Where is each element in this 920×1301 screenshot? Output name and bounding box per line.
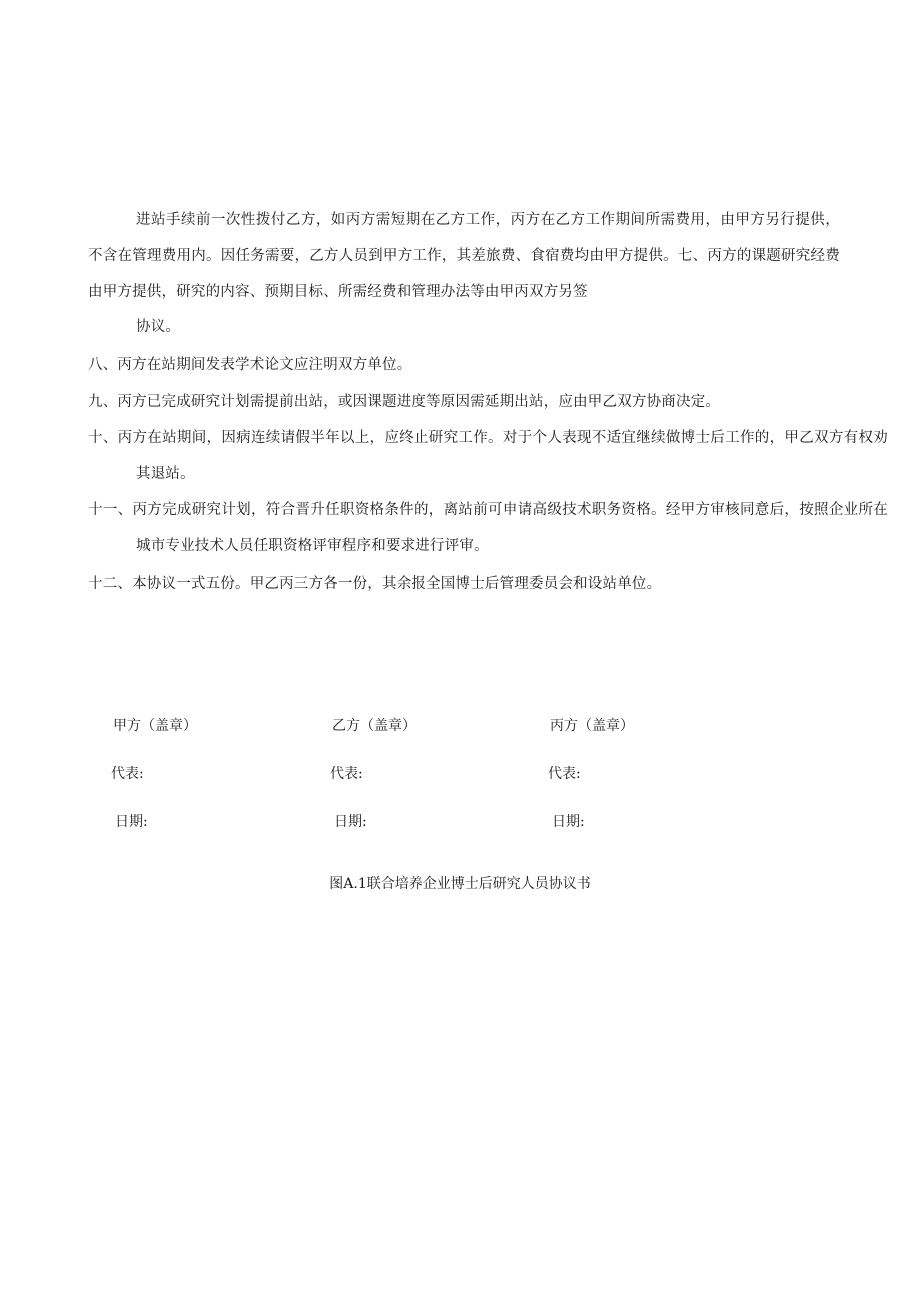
party-b-seal-label: 乙方（盖章） <box>332 718 416 734</box>
paragraph-funding-continuation: 协议。 <box>136 319 181 335</box>
figure-caption: 图A.1联合培养企业博士后研究人员协议书 <box>329 876 591 892</box>
party-a-representative-label: 代表: <box>111 766 144 782</box>
party-c-representative-label: 代表: <box>548 766 581 782</box>
party-b-date-label: 日期: <box>334 814 367 830</box>
party-a-date-label: 日期: <box>115 814 148 830</box>
clause-ten: 十、丙方在站期间，因病连续请假半年以上，应终止研究工作。对于个人表现不适宜继续做博士后工作的，甲乙双方有权劝其退站。 <box>88 430 888 482</box>
clause-nine: 九、丙方已完成研究计划需提前出站，或因课题进度等原因需延期出站，应由甲乙双方协商决定。 <box>88 394 721 410</box>
party-a-seal-label: 甲方（盖章） <box>113 718 197 734</box>
party-b-representative-label: 代表: <box>330 766 363 782</box>
party-c-seal-label: 丙方（盖章） <box>550 718 634 734</box>
party-c-date-label: 日期: <box>552 814 585 830</box>
clause-eight: 八、丙方在站期间发表学术论文应注明双方单位。 <box>88 357 412 373</box>
clause-eleven: 十一、丙方完成研究计划，符合晋升任职资格条件的，离站前可申请高级技术职务资格。经甲方审核同意后，按照企业所在城市专业技术人员任职资格评审程序和要求进行评审。 <box>88 502 888 554</box>
clause-twelve: 十二、本协议一式五份。甲乙丙三方各一份，其余报全国博士后管理委员会和设站单位。 <box>88 576 662 592</box>
paragraph-funding: 进站手续前一次性拨付乙方，如丙方需短期在乙方工作，丙方在乙方工作期间所需费用，由甲方另行提供，不含在管理费用内。因任务需要，乙方人员到甲方工作，其差旅费、食宿费均由甲方提供。七、丙方的课题研究经费由甲方提供，研究的内容、预期目标、所需经费和管理办法等由甲丙双方另签 <box>88 212 840 300</box>
